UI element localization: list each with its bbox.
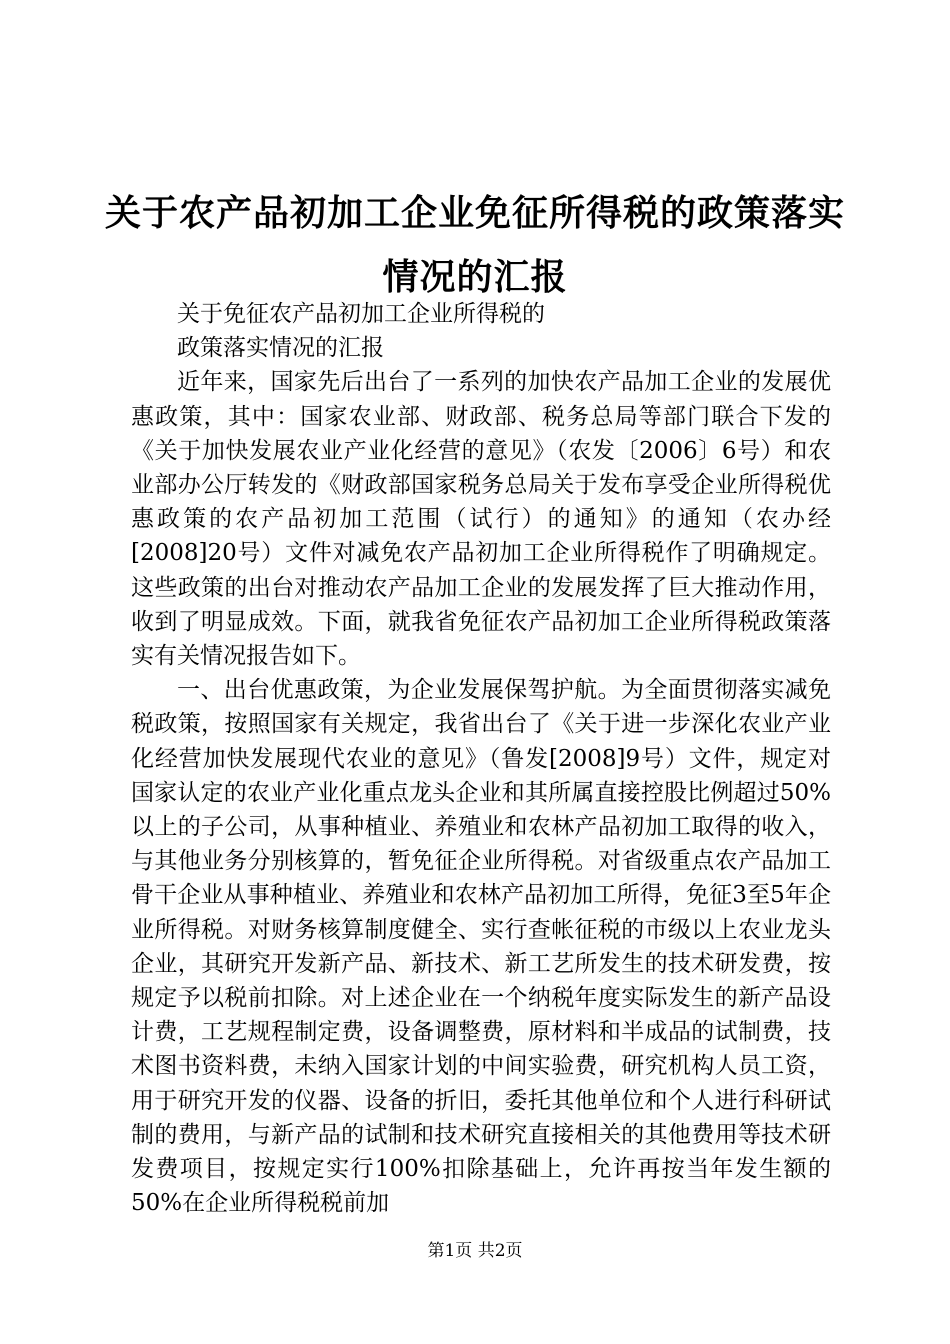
subtitle-line-2: 政策落实情况的汇报 [177, 335, 384, 362]
paragraph-section-one: 一、出台优惠政策，为企业发展保驾护航。为全面贯彻落实减免税政策，按照国家有关规定，我省出台了《关于进一步深化农业产业化经营加快发展现代农业的意见》（鲁发[2008]9号）文件，规定对国家认定的农业产业化重点龙头企业和其所属直接控股比例超过50%以上的子公司，从事种植业、养殖业和农林产品初加工取得的收入，与其他业务分别核算的，暂免征企业所得税。对省级重点农产品加工骨干企业从事种植业、养殖业和农林产品初加工所得，免征3至5年企业所得税。对财务核算制度健全、实行查帐征税的市级以上农业龙头企业，其研究开发新产品、新技术、新工艺所发生的技术研发费，按规定予以税前扣除。对上述企业在一个纳税年度实际发生的新产品设计费，工艺规程制定费，设备调整费，原材料和半成品的试制费，技术图书资料费，未纳入国家计划的中间实验费，研究机构人员工资，用于研究开发的仪器、设备的折旧，委托其他单位和个人进行科研试制的费用，与新产品的试制和技术研究直接相关的其他费用等技术研发费项目，按规定实行100%扣除基础上，允许再按当年发生额的50%在企业所得税税前加 [131, 677, 831, 1217]
subtitle-line-1: 关于免征农产品初加工企业所得税的 [177, 301, 545, 327]
document-title: 关于农产品初加工企业免征所得税的政策落实情况的汇报 [104, 193, 845, 298]
document-body [131, 297, 831, 1220]
paragraph-intro: 近年来，国家先后出台了一系列的加快农产品加工企业的发展优惠政策，其中：国家农业部、财政部、税务总局等部门联合下发的《关于加快发展农业产业化经营的意见》（农发〔2006〕6号）和农业部办公厅转发的《财政部国家税务总局关于发布享受企业所得税优惠政策的农产品初加工范围（试行）的通知》的通知（农办经[2008]20号）文件对减免农产品初加工企业所得税作了明确规定。这些政策的出台对推动农产品加工企业的发展发挥了巨大推动作用，收到了明显成效。下面，就我省免征农产品初加工企业所得税政策落实有关情况报告如下。 [131, 369, 831, 670]
page-footer: 第1页 共2页 [427, 1241, 523, 1261]
